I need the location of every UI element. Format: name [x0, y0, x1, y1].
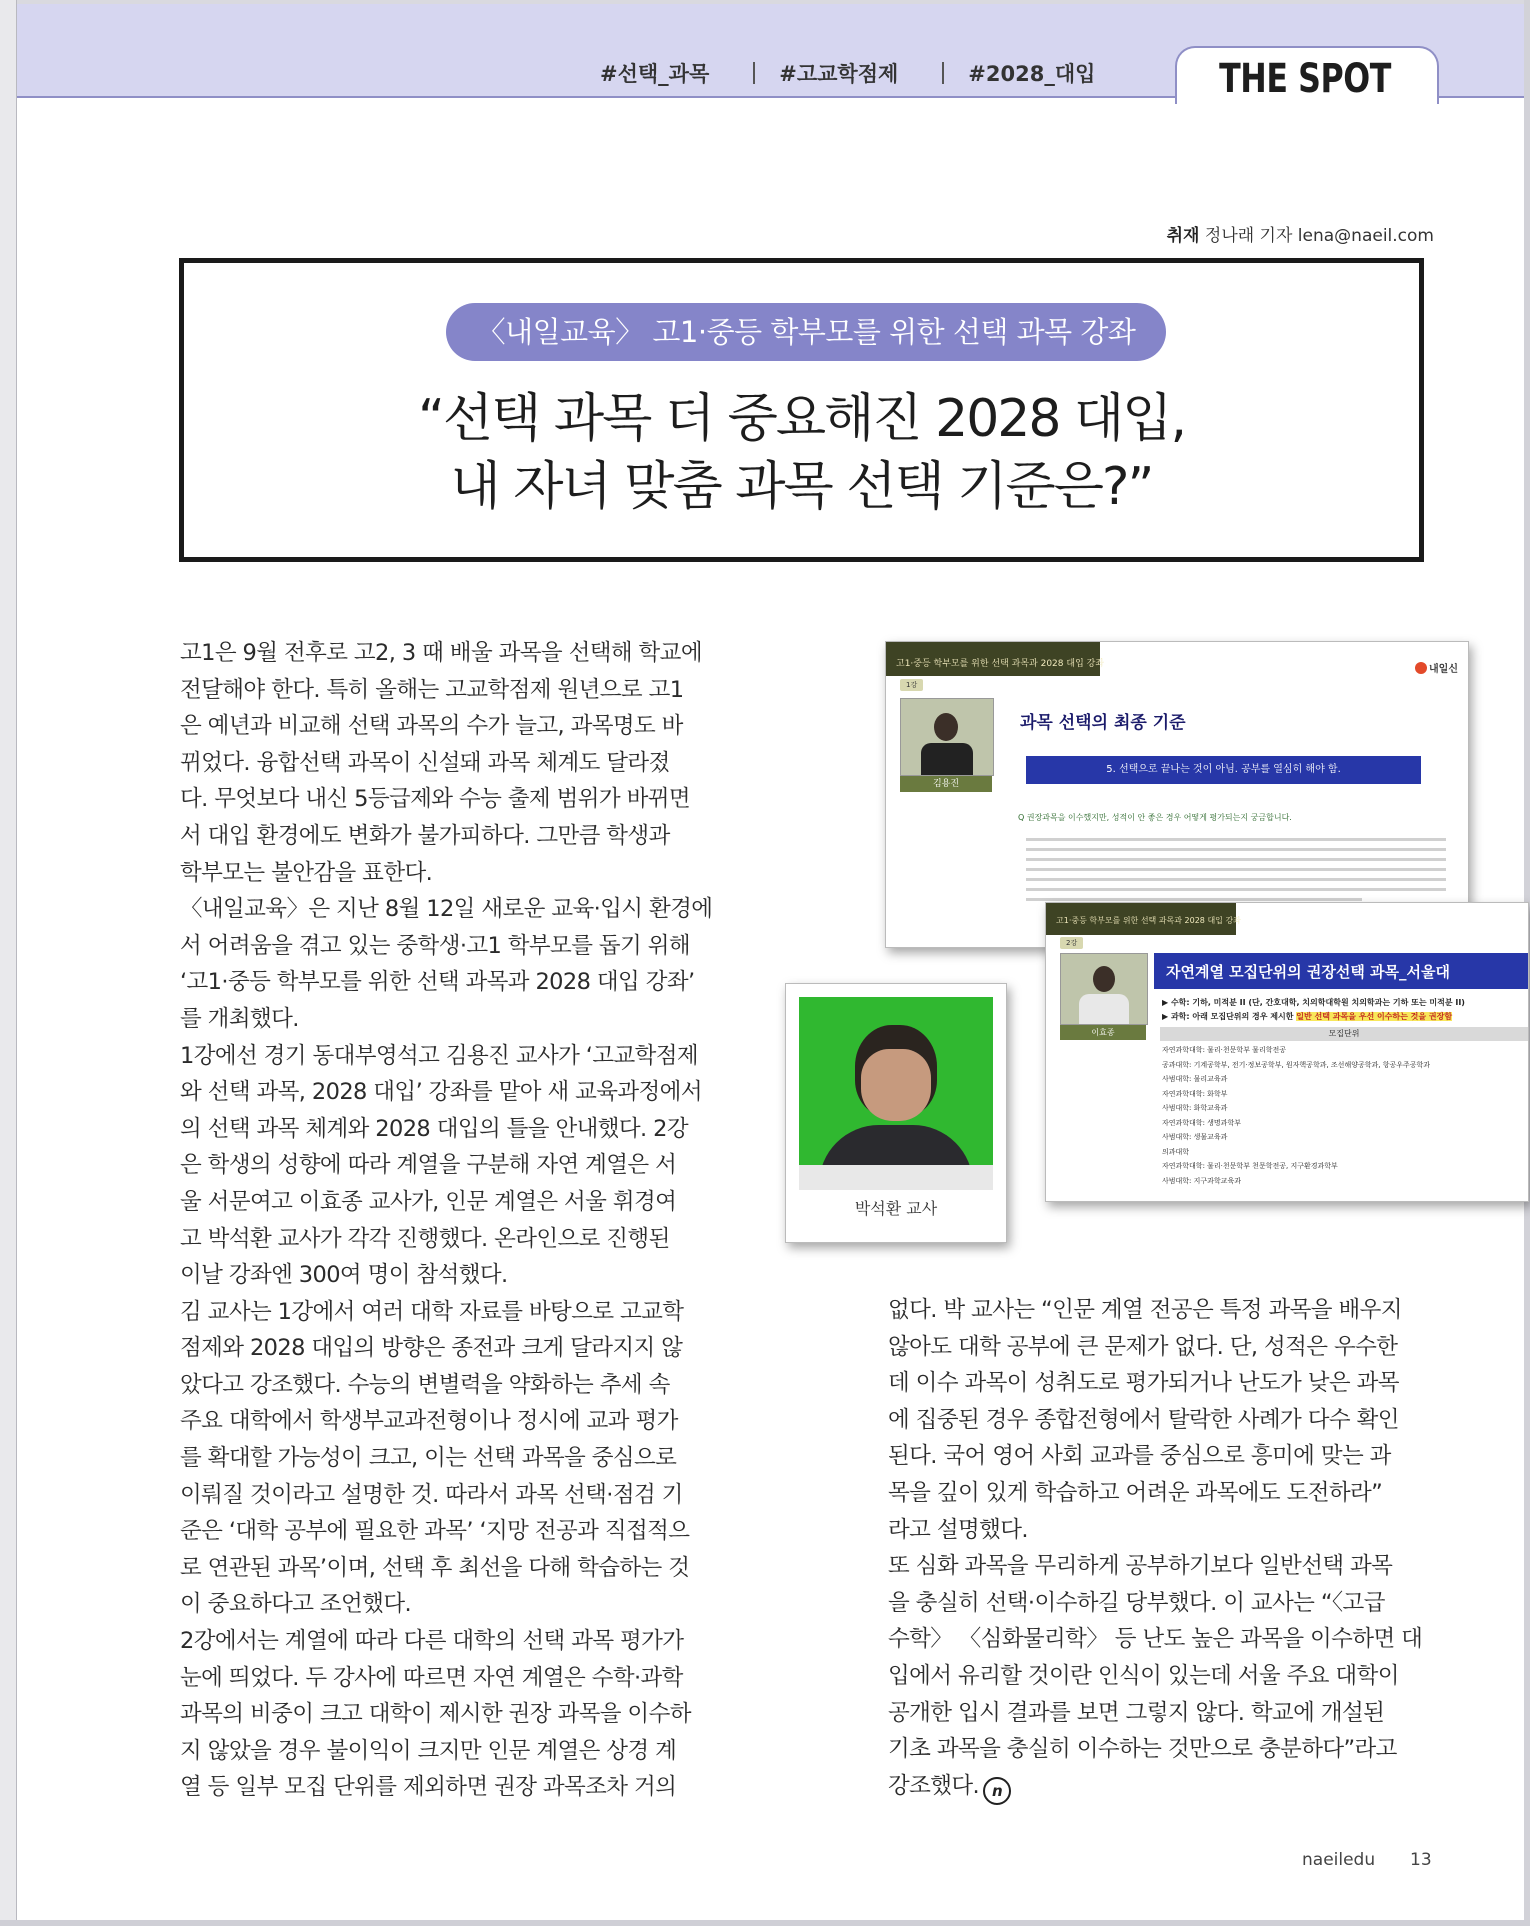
slide-header [1046, 903, 1241, 935]
byline [1167, 221, 1434, 246]
slide-table-row: 사범대학: 생물교육과 [1162, 1133, 1228, 1141]
speaker-video [1060, 953, 1148, 1025]
body-line: 과목의 비중이 크고 대학이 제시한 권장 과목을 이수하 [180, 1701, 691, 1728]
body-line: 학부모는 불안감을 표한다. [180, 859, 433, 886]
body-line: 은 예년과 비교해 선택 과목의 수가 늘고, 과목명도 바 [180, 713, 683, 740]
body-line: 뀌었다. 융합선택 과목이 신설돼 과목 체계도 달라졌 [180, 749, 670, 776]
slide-math-line: ▶ 수학: 기하, 미적분 II (단, 간호대학, 치의학대학원 치의학과는 기하 또는 미적분 II) [1162, 998, 1465, 1007]
body-line: 이날 강좌엔 300여 명이 참석했다. [180, 1262, 508, 1289]
slide-header-text: 고1·중등 학부모를 위한 선택 과목과 2028 대입 강좌 [1056, 916, 1241, 925]
title-kicker: 〈내일교육〉 고1·중등 학부모를 위한 선택 과목 강좌 [446, 303, 1166, 361]
slide-episode: 1강 [900, 679, 923, 691]
page-frame-bottom [0, 1920, 1530, 1926]
slide-title: 과목 선택의 최종 기준 [1020, 713, 1186, 733]
body-line: 았다고 강조했다. 수능의 변별력을 약화하는 추세 속 [180, 1371, 670, 1398]
slide-table-row: 자연과학대학: 물리·천문학부 천문학전공, 지구환경과학부 [1162, 1162, 1338, 1170]
page-frame-left [0, 0, 17, 1926]
body-last-text: 강조했다. [888, 1772, 980, 1799]
slide-table-row: 사범대학: 물리교육과 [1162, 1075, 1228, 1083]
lecture-slide-2 [1045, 902, 1529, 1202]
body-last-line [888, 1768, 1433, 1805]
slide-table-row: 자연과학대학: 물리·천문학부 물리학전공 [1162, 1046, 1286, 1054]
tag-divider [753, 62, 755, 84]
tag-list [600, 58, 1095, 88]
slide-title: 자연계열 모집단위의 권장선택 과목_서울대 [1166, 963, 1450, 981]
slide-episode: 2강 [1060, 937, 1083, 949]
body-line: 2강에서는 계열에 따라 다른 대학의 선택 과목 평가가 [180, 1628, 684, 1655]
teacher-photo [785, 983, 1007, 1243]
speaker-video [900, 698, 994, 776]
byline-label: 취재 [1166, 226, 1200, 246]
slide-table-rows [1162, 1043, 1430, 1188]
photo-caption: 박석환 교사 [854, 1199, 938, 1218]
body-line: 않아도 대학 공부에 큰 문제가 없다. 단, 성적은 우수한 [888, 1333, 1398, 1360]
body-line: ‘고1·중등 학부모를 위한 선택 과목과 2028 대입 강좌’ [180, 969, 695, 996]
slide-header-text: 고1·중등 학부모를 위한 선택 과목과 2028 대입 강좌 [896, 659, 1105, 669]
headline [179, 385, 1424, 521]
body-line: 1강에선 경기 동대부영석고 김용진 교사가 ‘고교학점제 [180, 1042, 698, 1069]
body-line: 에 집중된 경우 종합전형에서 탈락한 사례가 다수 확인 [888, 1406, 1399, 1433]
body-line: 이뤄질 것이라고 설명한 것. 따라서 과목 선택·점검 기 [180, 1481, 683, 1508]
body-line: 점제와 2028 대입의 방향은 종전과 크게 달라지지 않 [180, 1335, 683, 1362]
page-number: 13 [1410, 1850, 1432, 1870]
body-line: 와 선택 과목, 2028 대입’ 강좌를 맡아 새 교육과정에서 [180, 1079, 702, 1106]
section-label: THE SPOT [1219, 56, 1391, 102]
body-line: 를 개최했다. [180, 1005, 299, 1032]
body-line: 김 교사는 1강에서 여러 대학 자료를 바탕으로 고교학 [180, 1298, 684, 1325]
slide-table-row: 공과대학: 기계공학부, 전기·정보공학부, 원자핵공학과, 조선해양공학과, 항공우주공학과 [1162, 1060, 1431, 1069]
slide-header [886, 642, 1105, 676]
body-line: 전달해야 한다. 특히 올해는 고교학점제 원년으로 고1 [180, 676, 684, 703]
body-line: 준은 ‘대학 공부에 필요한 과목’ ‘지망 전공과 직접적으 [180, 1518, 690, 1545]
slide-science-highlight: 일반 선택 과목을 우선 이수하는 것을 권장함 [1296, 1012, 1453, 1021]
body-line: 공개한 입시 결과를 보면 그렇지 않다. 학교에 개설된 [888, 1699, 1385, 1726]
body-line: 은 학생의 성향에 따라 계열을 구분해 자연 계열은 서 [180, 1152, 677, 1179]
body-line: 라고 설명했다. [888, 1516, 1028, 1543]
slide-highlight-bar: 5. 선택으로 끝나는 것이 아님. 공부를 열심히 해야 함. [1026, 756, 1421, 784]
body-line: 목을 깊이 있게 학습하고 어려운 과목에도 도전하라” [888, 1479, 1383, 1506]
body-line: 데 이수 과목이 성취도로 평가되거나 난도가 낮은 과목 [888, 1370, 1399, 1397]
slide-table-row: 자연과학대학: 화학부 [1162, 1089, 1228, 1098]
body-line: 또 심화 과목을 무리하게 공부하기보다 일반선택 과목 [888, 1553, 1393, 1580]
slide-question: Q 권장과목을 이수했지만, 성적이 안 좋은 경우 어떻게 평가되는지 궁금합니다. [1018, 813, 1292, 822]
slide-table-row: 사범대학: 지구과학교육과 [1162, 1176, 1241, 1185]
body-line: 입에서 유리할 것이란 인식이 있는데 서울 주요 대학이 [888, 1662, 1399, 1689]
body-line: 이 중요하다고 조언했다. [180, 1591, 412, 1618]
body-line: 없다. 박 교사는 “인문 계열 전공은 특정 과목을 배우지 [888, 1297, 1402, 1323]
body-line: 열 등 일부 모집 단위를 제외하면 권장 과목조차 거의 [180, 1774, 677, 1801]
slide-logo-text: 내일신 [1429, 664, 1458, 675]
slide-table-row: 사범대학: 화학교육과 [1162, 1104, 1228, 1112]
body-line: 서 어려움을 겪고 있는 중학생·고1 학부모를 돕기 위해 [180, 932, 690, 959]
end-mark-icon: n [983, 1777, 1011, 1805]
byline-text: 정나래 기자 lena@naeil.com [1204, 226, 1434, 246]
body-line: 을 충실히 선택·이수하길 당부했다. 이 교사는 “〈고급 [888, 1589, 1385, 1616]
body-line: 를 확대할 가능성이 크고, 이는 선택 과목을 중심으로 [180, 1445, 677, 1472]
body-line: 울 서문여고 이효종 교사가, 인문 계열은 서울 휘경여 [180, 1188, 677, 1215]
body-line: 〈내일교육〉은 지난 8월 12일 새로운 교육·입시 환경에 [180, 896, 713, 923]
slide-table-row: 의과대학 [1162, 1147, 1190, 1156]
speaker-nameplate: 이효종 [1060, 1025, 1146, 1040]
slide-text-lines [1026, 838, 1446, 908]
tag-selective-subject: #선택_과목 [600, 62, 710, 86]
body-line: 지 않았을 경우 불이익이 크지만 인문 계열은 상경 계 [180, 1737, 677, 1764]
body-line: 의 선택 과목 체계와 2028 대입의 틀을 안내했다. 2강 [180, 1115, 688, 1142]
slide-table-row: 자연과학대학: 생명과학부 [1162, 1118, 1241, 1127]
body-column-left [180, 635, 725, 1806]
body-line: 로 연관된 과목’이며, 선택 후 최선을 다해 학습하는 것 [180, 1554, 690, 1581]
speaker-nameplate: 김용진 [900, 776, 992, 792]
teacher-photo-image [799, 997, 993, 1190]
body-line: 고 박석환 교사가 각각 진행했다. 온라인으로 진행된 [180, 1225, 670, 1252]
tag-divider [942, 62, 944, 84]
body-line: 된다. 국어 영어 사회 교과를 중심으로 흥미에 맞는 과 [888, 1443, 1391, 1470]
body-line: 주요 대학에서 학생부교과전형이나 정시에 교과 평가 [180, 1408, 678, 1435]
tag-credit-system: #고교학점제 [779, 62, 899, 86]
slide-table-header: 모집단위 [1160, 1027, 1528, 1041]
tag-2028-admission: #2028_대입 [968, 62, 1096, 86]
headline-line-1: “선택 과목 더 중요해진 2028 대입, [417, 389, 1185, 449]
slide-science-line [1162, 1009, 1452, 1025]
slide-science-text: ▶ 과학: 아래 모집단위의 경우 제시한 [1162, 1012, 1297, 1021]
body-line: 서 대입 환경에도 변화가 불가피하다. 그만큼 학생과 [180, 822, 670, 849]
body-line: 고1은 9월 전후로 고2, 3 때 배울 과목을 선택해 학교에 [180, 640, 702, 666]
footer-brand: naeiledu [1302, 1850, 1376, 1870]
body-line: 다. 무엇보다 내신 5등급제와 수능 출제 범위가 바뀌면 [180, 786, 690, 813]
headline-line-2: 내 자녀 맞춤 과목 선택 기준은?” [450, 457, 1153, 517]
body-line: 기초 과목을 충실히 이수하는 것만으로 충분하다”라고 [888, 1736, 1397, 1763]
body-column-right [888, 1292, 1433, 1805]
body-line: 수학〉 〈심화물리학〉 등 난도 높은 과목을 이수하면 대 [888, 1626, 1423, 1653]
naeil-logo-icon [1415, 660, 1458, 675]
body-line: 눈에 띄었다. 두 강사에 따르면 자연 계열은 수학·과학 [180, 1664, 683, 1691]
